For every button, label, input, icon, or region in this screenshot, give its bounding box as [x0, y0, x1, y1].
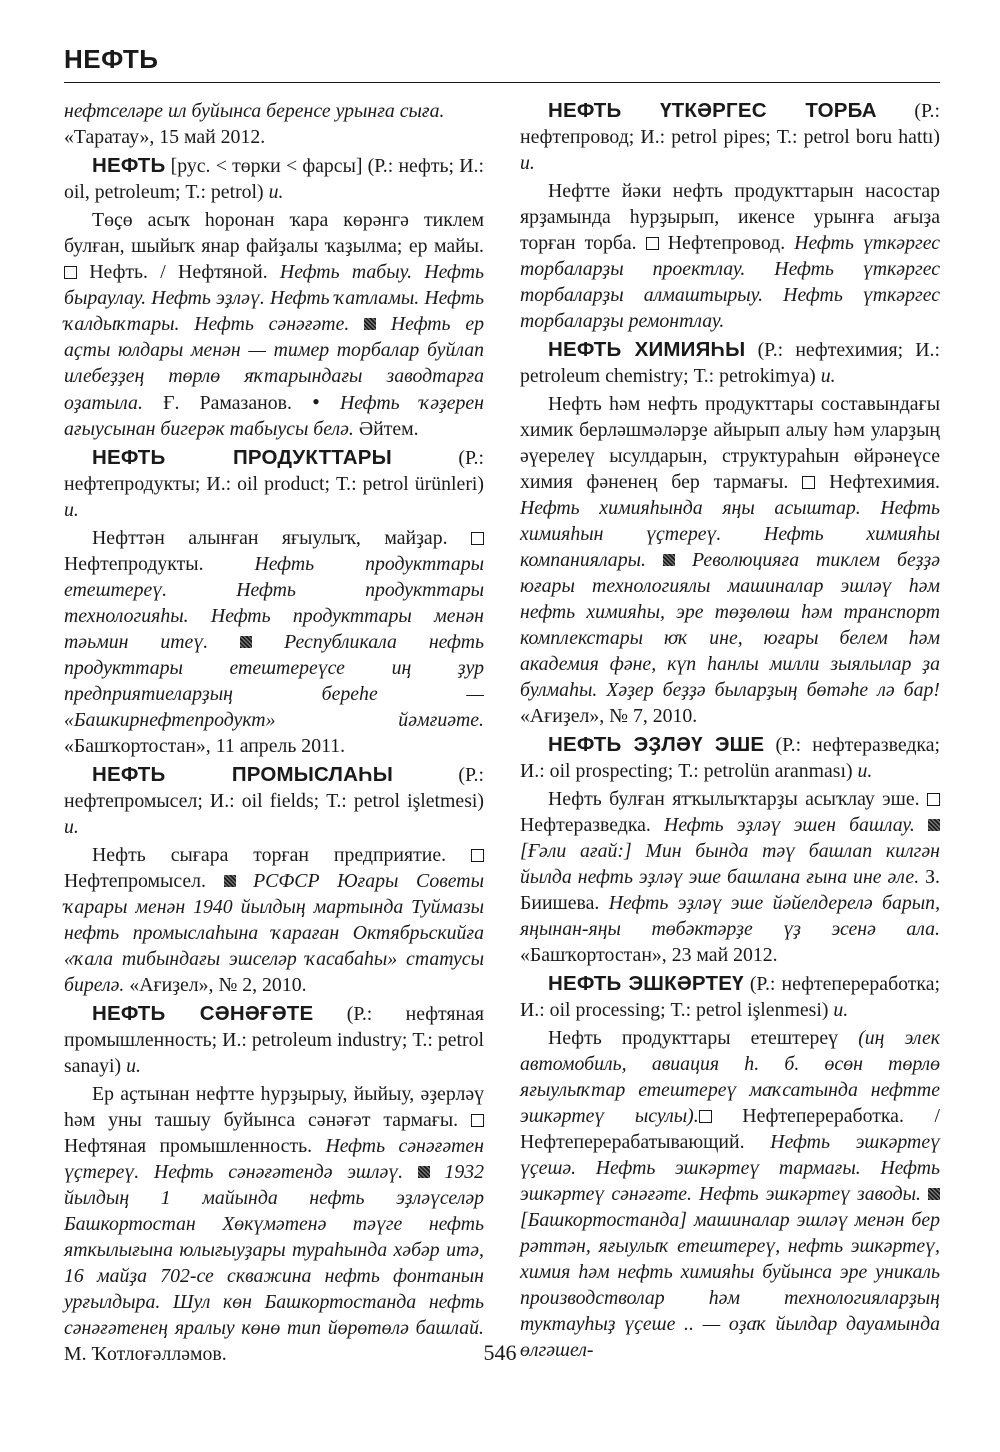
entry-meta: [рус. < төрки < фарсы] (Р.: нефть; И.: oil, petroleum; Т.: petrol): [64, 155, 484, 203]
russian-equivalent-icon: [927, 793, 940, 806]
entry-neft-produkttary: [64, 445, 484, 523]
entry-definition: Ер аҫтынан нефтте һурҙырыу, йыйыу, әҙерләү һәм уны ташыу буйынса сәнәғәт тармағы. Нефтяная промышленность. Нефть сәнәғәтен үҫтереү. Нефть сәнәғәтендә эшләү. 1932 йылдың 1 майында нефть эҙләүселәр Башкортостан Хөкүмәтенә тәүге нефть яткылығына юлығыуҙары тураһында хәбәр итә, 16 майҙа 702-се скважина нефть фонтанын урғылдыра. Шул көн Башкортостанда нефть сәнәғәтенең яралыу көнө тип йөрөтөлә башлай. М. Ҡотлоғәлләмов.: [64, 1083, 484, 1365]
entry-neft-senegete: [64, 1001, 484, 1079]
headword: НЕФТЬ ХИМИЯҺЫ: [548, 338, 746, 361]
part-of-speech: и.: [64, 816, 79, 838]
citation-marker-icon: [663, 554, 675, 566]
headword: НЕФТЬ ЭҘЛӘҮ ЭШЕ: [548, 733, 765, 756]
entry-meta: (Р.: нефтехимия; И.: petroleum chemistry; Т.: petrokimya): [520, 339, 940, 387]
citation-marker-icon: [418, 1166, 430, 1178]
citation-marker-icon: [928, 819, 940, 831]
entry-definition: Нефттән алынған яғыулыҡ, майҙар. Нефтепродукты. Нефть продукттары етештереү. Нефть продукттары технологияһы. Нефть продукттары менән тәьмин итеү. Республикала нефть продукттары етештереүсе иң ҙур предприятиеларҙың береһе — «Башкирнефтепродукт» йәмғиәте. «Башҡортостан», 11 апрель 2011.: [64, 527, 484, 757]
entry-meta: (Р.: нефтепродукты; И.: oil product; Т.: petrol ürünleri): [64, 447, 484, 495]
citation-marker-icon: [364, 318, 376, 330]
entry-neft-utkerges-torba: [520, 98, 940, 176]
entry-definition: Төҫө асыҡ һоронан ҡара көрәнгә тиклем булған, шыйыҡ янар файҙалы ҡаҙылма; ер майы. Нефть. / Нефтяной. Нефть табыу. Нефть быраулау. Нефть эҙләү. Нефть ҡатламы. Нефть ҡалдыҡтары. Нефть сәнәғәте. Нефть ер аҫты юлдары менән — тимер торбалар буйлап илебеҙҙең төрлө яҡтарындағы заводтарға оҙатыла. Ғ. Рамазанов. • Нефть ҡәҙерен ағыусынан бигерәк табыусы белә. Әйтем.: [64, 209, 484, 440]
headword: НЕФТЬ ПРОМЫСЛАҺЫ: [92, 763, 394, 786]
entry-meta: (Р.: нефтепровод; И.: petrol pipes; Т.: petrol boru hattı): [520, 100, 940, 148]
headword: НЕФТЬ ҮТКӘРГЕС ТОРБА: [548, 99, 877, 122]
headword: НЕФТЬ ПРОДУКТТАРЫ: [92, 446, 392, 469]
entry-definition: Нефть булған ятҡылыҡтарҙы асыҡлау эше. Нефтеразведка. Нефть эҙләү эшен башлау. [Ғәли ағай:] Мин бында тәү башлап килгән йылда нефть эҙләү эше башлана ғына ине әле. З. Биишева. Нефть эҙләү эше йәйелдерелә барып, яңынан-яңы төбәктәрҙе үҙ эсенә ала. «Башҡортостан», 23 май 2012.: [520, 788, 941, 966]
entry-neft: [64, 153, 484, 205]
headword: НЕФТЬ ЭШКӘРТЕҮ: [548, 972, 744, 995]
russian-equivalent-icon: [471, 849, 484, 862]
header-rule: [64, 82, 940, 83]
proverb-bullet-icon: •: [312, 389, 320, 414]
entry-definition: Нефтте йәки нефть продукттарын насостар ярҙамында һурҙырып, икенсе урынға ағыҙа торған торба. Нефтепровод. Нефть үткәргес торбаларҙы проектлау. Нефть үткәргес торбаларҙы алмаштырыу. Нефть үткәргес торбаларҙы ремонтлау.: [520, 180, 940, 332]
entry-neft-eshkerteu: [520, 971, 940, 1023]
part-of-speech: и.: [520, 152, 535, 174]
page-number: 546: [483, 1340, 517, 1365]
russian-equivalent-icon: [471, 532, 484, 545]
russian-equivalent-icon: [802, 476, 815, 489]
part-of-speech: и.: [64, 499, 79, 521]
russian-equivalent-icon: [64, 266, 77, 279]
citation-marker-icon: [224, 875, 236, 887]
entry-neft-ezleu-eshe: [520, 732, 940, 784]
headword: НЕФТЬ СӘНӘҒӘТЕ: [92, 1002, 314, 1025]
citation-source: «Таратау», 15 май 2012.: [64, 126, 266, 148]
russian-equivalent-icon: [471, 1114, 484, 1127]
entry-definition: Нефть сығара торған предприятие. Нефтепромысел. РСФСР Юғары Советы ҡарары менән 1940 йылдың мартында Туймазы нефть промыслаһына ҡараған Октябрьскийға «ҡала тибындағы эшселәр ҡасабаһы» статусы бирелә. «Ағиҙел», № 2, 2010.: [64, 844, 484, 996]
headword: НЕФТЬ: [92, 154, 166, 177]
citation-continuation: нефтселәре ил буйынса беренсе урынға сыға.: [64, 100, 445, 122]
russian-equivalent-icon: [699, 1110, 712, 1123]
right-column: [520, 98, 940, 1363]
entry-meta: (Р.: нефтеразведка; И.: oil prospecting; Т.: petrolün aranması): [520, 734, 940, 782]
part-of-speech: и.: [857, 760, 873, 782]
running-head: НЕФТЬ: [64, 44, 159, 74]
left-column: [64, 98, 484, 1367]
citation-marker-icon: [928, 1188, 940, 1200]
entry-meta: (Р.: нефтепромысел; И.: oil fields; Т.: petrol işletmesi): [64, 764, 484, 812]
entry-definition: Нефть һәм нефть продукттары составындағы химик берләшмәләрҙе айырып алыу һәм уларҙың әүерелеү ысулдарын, структураһын өйрәнеүсе химия фәненең бер тармағы. Нефтехимия. Нефть химияһында яңы асыштар. Нефть химияһын үҫтереү. Нефть химияһы компаниялары. Революцияға тиклем беҙҙә юғары технологиялы машиналар эшләү һәм нефть химияһы, эре төҙөлөш һәм транспорт комплекстары юҡ ине, юғары белем һәм академия фәне, күп һанлы милли зыялылар ҙа булмаһы. Хәҙер беҙҙә быларҙың бөтәһе лә бар! «Ағиҙел», № 7, 2010.: [520, 393, 940, 727]
russian-equivalent-icon: [646, 237, 659, 250]
citation-marker-icon: [240, 636, 252, 648]
entry-neft-himiyahy: [520, 337, 940, 389]
part-of-speech: и.: [268, 181, 284, 203]
part-of-speech: и.: [833, 999, 849, 1021]
part-of-speech: и.: [820, 365, 836, 387]
part-of-speech: и.: [126, 1055, 141, 1077]
entry-meta: (Р.: нефтепереработка; И.: oil processing; Т.: petrol işlenmesi): [520, 973, 941, 1021]
entry-neft-promyslahy: [64, 762, 484, 840]
entry-definition: Нефть продукттары етештереү (иң элек автомобиль, авиация һ. б. өсөн төрлө яғыулыҡтар етештереү маҡсатында нефтте эшкәртеү ысулы). Нефтепереработка. / Нефтеперерабатывающий. Нефть эшкәртеү үҫешә. Нефть эшкәртеү тармағы. Нефть эшкәртеү сәнәғәте. Нефть эшкәртеү заводы. [Башкортостанда] машиналар эшләү менән бер рәттән, яғыулыҡ етештереү, нефть эшкәртеү, химия һәм нефть химияһы буйынса эре уникаль производстволар һәм технологияларҙың туктауһыҙ үҫеше .. — оҙаҡ йылдар дауамында өлгәшел-: [520, 1027, 940, 1361]
entry-meta: (Р.: нефтяная промышленность; И.: petroleum industry; Т.: petrol sanayi): [64, 1003, 484, 1077]
